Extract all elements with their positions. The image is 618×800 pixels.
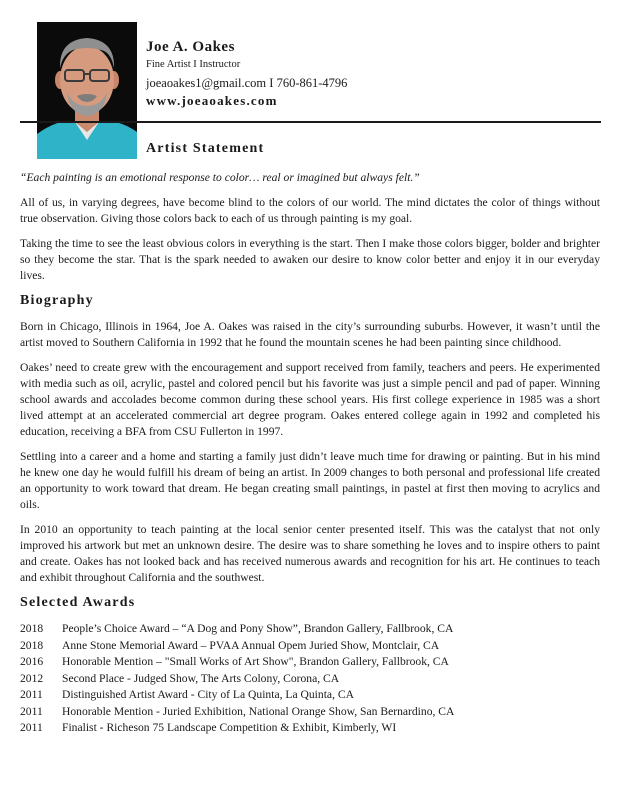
biography-heading: Biography	[20, 293, 94, 308]
biography-paragraph: Born in Chicago, Illinois in 1964, Joe A. Oakes was raised in the city’s surrounding suburbs. However, it wasn’t until the artist moved to Southern California in 1992 that he found the mountain scenes he had been painting since childhood.	[20, 320, 600, 349]
list-item	[20, 654, 600, 671]
statement-quote: “Each painting is an emotional response to color… real or imagined but always felt.”	[20, 171, 420, 184]
document-body	[20, 170, 600, 737]
artist-photo	[37, 22, 137, 159]
award-text: Finalist - Richeson 75 Landscape Competition & Exhibit, Kimberly, WI	[62, 721, 397, 734]
award-text: Second Place - Judged Show, The Arts Colony, Corona, CA	[62, 671, 340, 685]
contact-info: joeaoakes1@gmail.com I 760-861-4796	[146, 76, 348, 90]
artist-role: Fine Artist I Instructor	[146, 59, 241, 70]
award-year: 2018	[20, 622, 44, 635]
award-text: Anne Stone Memorial Award – PVAA Annual Opem Juried Show, Montclair, CA	[62, 638, 440, 652]
list-item	[20, 704, 600, 721]
list-item	[20, 687, 600, 704]
award-year: 2012	[20, 671, 44, 685]
statement-paragraph: Taking the time to see the least obvious colors in everything is the start. Then I make those colors bigger, bolder and brighter so they become the star. That is the spark needed to awaken our desire to know color better and enjoy it in our everyday lives.	[20, 237, 600, 282]
awards-list	[20, 621, 600, 737]
website-link[interactable]: www.joeaoakes.com	[146, 93, 278, 108]
biography-paragraph: In 2010 an opportunity to teach painting at the local senior center presented itself. This was the catalyst that not only improved his artwork but met an unknown desire. The desire was to share something he loves and to inspire others to paint and create. Oakes has not looked back and has received numerous awards and recognition for his art. He continues to teach and exhibit throughout California and the southwest.	[20, 523, 600, 584]
header-divider	[20, 121, 601, 123]
artist-name: Joe A. Oakes	[146, 39, 235, 55]
list-item	[20, 671, 600, 688]
header-block	[146, 38, 347, 109]
awards-heading: Selected Awards	[20, 595, 136, 610]
award-text: Distinguished Artist Award - City of La Quinta, La Quinta, CA	[62, 688, 354, 701]
award-text: Honorable Mention – "Small Works of Art Show", Brandon Gallery, Fallbrook, CA	[62, 655, 449, 668]
award-year: 2011	[20, 688, 43, 701]
award-text: Honorable Mention - Juried Exhibition, National Orange Show, San Bernardino, CA	[62, 704, 455, 718]
award-year: 2011	[20, 721, 43, 734]
award-year: 2011	[20, 704, 43, 718]
list-item	[20, 638, 600, 655]
list-item	[20, 621, 600, 638]
award-year: 2016	[20, 655, 44, 668]
biography-paragraph: Settling into a career and a home and starting a family just didn’t leave much time for drawing or painting. But in his mind he knew one day he would fulfill his dream of being an artist. In 2009 changes to both personal and professional life created an opportunity to work toward that dream. He began creating small paintings, in pastel at first then moving to acrylics and oils.	[20, 450, 600, 511]
list-item	[20, 720, 600, 737]
statement-paragraph: All of us, in varying degrees, have become blind to the colors of our world. The mind dictates the color of things without true observation. Giving those colors back to each of us through painting is my goal.	[20, 196, 600, 225]
award-text: People’s Choice Award – “A Dog and Pony Show”, Brandon Gallery, Fallbrook, CA	[62, 622, 454, 635]
biography-paragraph: Oakes’ need to create grew with the encouragement and support received from family, teachers and peers. He experimented with media such as oil, acrylic, pastel and colored pencil but his favorite was just a simple pencil and pad of paper. Winning school awards and accolades become common during these school years. His first college experience in 1985 was a short lived attempt at an accelerated commercial art degree program. Oakes entered college again in 1992 and completed his education, receiving a BFA from CSU Fullerton in 1997.	[20, 361, 600, 438]
award-year: 2018	[20, 638, 44, 652]
artist-statement-heading: Artist Statement	[146, 141, 265, 156]
